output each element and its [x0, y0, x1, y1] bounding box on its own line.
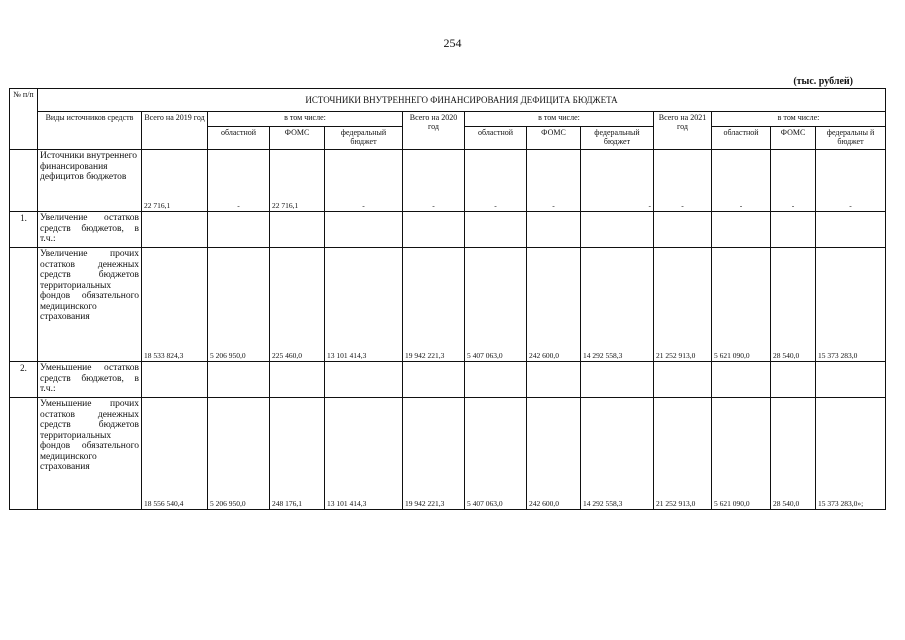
value-cell: [581, 362, 654, 398]
value-cell: [654, 212, 712, 248]
value-cell: -: [465, 150, 527, 212]
foms-2020-header: ФОМС: [527, 127, 581, 150]
value-cell: 15 373 283,0»;: [816, 398, 886, 510]
num-header: № п/п: [10, 89, 38, 150]
value-cell: 242 600,0: [527, 398, 581, 510]
value-cell: -: [527, 150, 581, 212]
value-cell: 21 252 913,0: [654, 248, 712, 362]
row-name: Источники внутреннего финансирования дефицитов бюджетов: [38, 150, 142, 212]
value-cell: 13 101 414,3: [325, 398, 403, 510]
table-row: [10, 150, 886, 212]
total-2021-header: Всего на 2021 год: [654, 112, 712, 150]
value-cell: [325, 362, 403, 398]
row-number: [10, 150, 38, 212]
table-title: ИСТОЧНИКИ ВНУТРЕННЕГО ФИНАНСИРОВАНИЯ ДЕФИЦИТА БЮДЖЕТА: [38, 89, 886, 112]
value-cell: [465, 212, 527, 248]
value-cell: 5 407 063,0: [465, 248, 527, 362]
including-2021-header: в том числе:: [712, 112, 886, 127]
foms-2019-header: ФОМС: [270, 127, 325, 150]
row-name: Уменьшение остатков средств бюджетов, в т.ч.:: [38, 362, 142, 398]
value-cell: 21 252 913,0: [654, 398, 712, 510]
value-cell: [712, 362, 771, 398]
regional-2020-header: областной: [465, 127, 527, 150]
header-row-title: [10, 89, 886, 112]
value-cell: [270, 362, 325, 398]
value-cell: [581, 212, 654, 248]
value-cell: -: [581, 150, 654, 212]
total-2020-header: Всего на 2020 год: [403, 112, 465, 150]
value-cell: 5 206 950,0: [208, 248, 270, 362]
value-cell: [465, 362, 527, 398]
units-label: (тыс. рублей): [793, 76, 853, 87]
value-cell: [654, 362, 712, 398]
regional-2019-header: областной: [208, 127, 270, 150]
federal-2021-header: федеральны й бюджет: [816, 127, 886, 150]
row-number: 2.: [10, 362, 38, 398]
value-cell: 18 533 824,3: [142, 248, 208, 362]
header-row-groups: [10, 112, 886, 127]
value-cell: 14 292 558,3: [581, 248, 654, 362]
value-cell: [527, 212, 581, 248]
value-cell: [816, 212, 886, 248]
federal-2019-header: федеральный бюджет: [325, 127, 403, 150]
value-cell: [771, 212, 816, 248]
including-2020-header: в том числе:: [465, 112, 654, 127]
value-cell: [816, 362, 886, 398]
total-2019-header: Всего на 2019 год: [142, 112, 208, 150]
value-cell: [403, 362, 465, 398]
value-cell: 13 101 414,3: [325, 248, 403, 362]
value-cell: 5 621 090,0: [712, 248, 771, 362]
value-cell: [142, 362, 208, 398]
value-cell: 19 942 221,3: [403, 398, 465, 510]
table-row: [10, 248, 886, 362]
value-cell: 28 540,0: [771, 398, 816, 510]
value-cell: 14 292 558,3: [581, 398, 654, 510]
value-cell: [208, 212, 270, 248]
value-cell: [325, 212, 403, 248]
value-cell: [403, 212, 465, 248]
row-name: Уменьшение прочих остатков денежных средств бюджетов территориальных фондов обязательного медицинского страхования: [38, 398, 142, 510]
federal-2020-header: федеральный бюджет: [581, 127, 654, 150]
value-cell: [527, 362, 581, 398]
value-cell: [142, 212, 208, 248]
table-row: [10, 362, 886, 398]
value-cell: [270, 212, 325, 248]
row-number: 1.: [10, 212, 38, 248]
value-cell: [208, 362, 270, 398]
row-number: [10, 398, 38, 510]
value-cell: -: [403, 150, 465, 212]
value-cell: -: [208, 150, 270, 212]
row-number: [10, 248, 38, 362]
value-cell: 242 600,0: [527, 248, 581, 362]
value-cell: -: [816, 150, 886, 212]
value-cell: -: [771, 150, 816, 212]
value-cell: -: [712, 150, 771, 212]
page-number: 254: [443, 36, 462, 50]
row-name: Увеличение прочих остатков денежных средств бюджетов территориальных фондов обязательного медицинского страхования: [38, 248, 142, 362]
value-cell: 5 206 950,0: [208, 398, 270, 510]
value-cell: 22 716,1: [142, 150, 208, 212]
table-row: [10, 212, 886, 248]
row-name: Увеличение остатков средств бюджетов, в т.ч.:: [38, 212, 142, 248]
financing-sources-table: [9, 88, 886, 510]
value-cell: 18 556 540,4: [142, 398, 208, 510]
value-cell: 28 540,0: [771, 248, 816, 362]
regional-2021-header: областной: [712, 127, 771, 150]
value-cell: -: [325, 150, 403, 212]
foms-2021-header: ФОМС: [771, 127, 816, 150]
table-row: [10, 398, 886, 510]
including-2019-header: в том числе:: [208, 112, 403, 127]
value-cell: 5 407 063,0: [465, 398, 527, 510]
value-cell: 15 373 283,0: [816, 248, 886, 362]
col-source-header: Виды источников средств: [38, 112, 142, 150]
value-cell: 19 942 221,3: [403, 248, 465, 362]
value-cell: -: [654, 150, 712, 212]
value-cell: 225 460,0: [270, 248, 325, 362]
value-cell: 5 621 090,0: [712, 398, 771, 510]
value-cell: [712, 212, 771, 248]
value-cell: [771, 362, 816, 398]
value-cell: 22 716,1: [270, 150, 325, 212]
value-cell: 248 176,1: [270, 398, 325, 510]
